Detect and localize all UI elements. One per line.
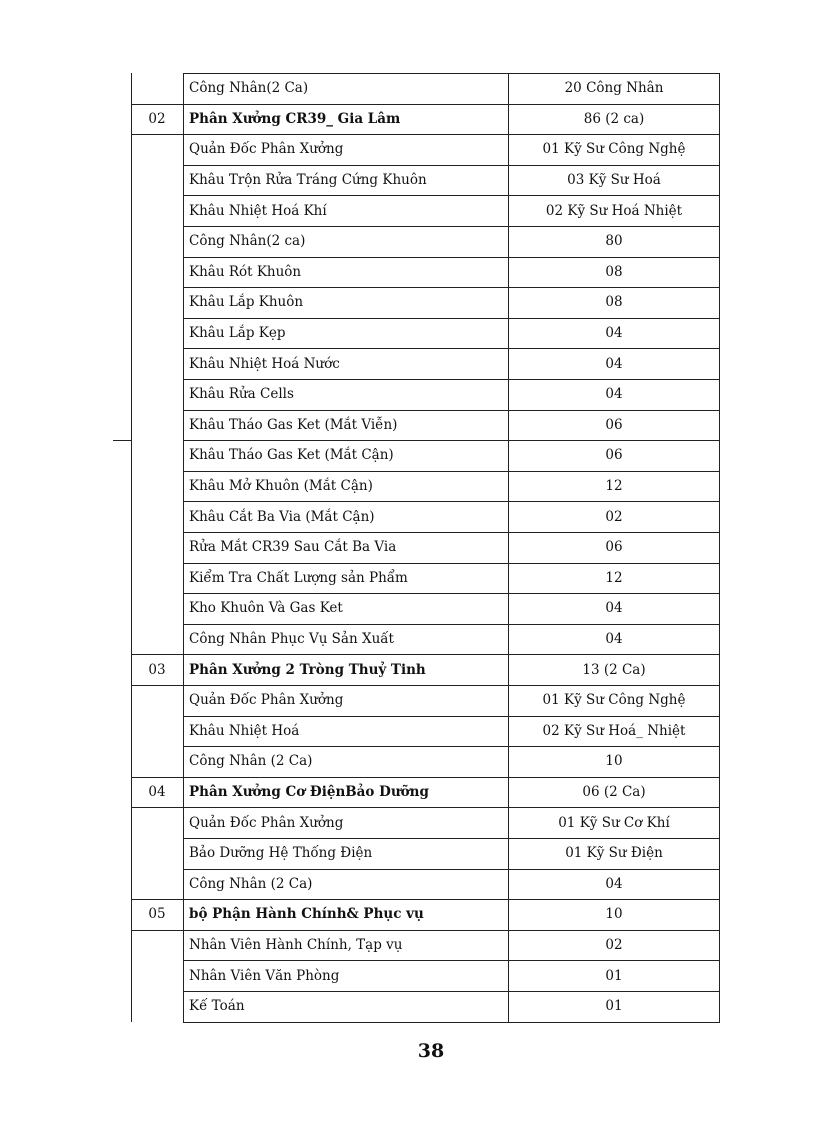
- row-value: 02: [605, 508, 623, 525]
- row-number: [131, 869, 183, 900]
- row-value: 10: [605, 753, 623, 770]
- table-row: [131, 532, 720, 563]
- row-label: Khâu Lắp Khuôn: [189, 294, 304, 311]
- row-label: Quản Đốc Phân Xưởng: [189, 692, 344, 709]
- row-number: [131, 991, 183, 1022]
- row-number: [131, 960, 183, 991]
- row-value: 86 (2 ca): [583, 110, 645, 127]
- row-label: Rửa Mắt CR39 Sau Cắt Ba Via: [189, 539, 397, 556]
- row-value: 02 Kỹ Sư Hoá Nhiệt: [545, 202, 683, 219]
- row-value: 06: [605, 539, 623, 556]
- table-row: [131, 716, 720, 747]
- row-value: 13 (2 Ca): [582, 661, 646, 678]
- row-number: [131, 624, 183, 655]
- row-value: 02: [605, 937, 623, 954]
- row-value: 04: [605, 325, 623, 342]
- row-label: Phân Xưởng CR39_ Gia Lâm: [189, 110, 401, 127]
- row-number: [131, 746, 183, 777]
- row-number: [131, 226, 183, 257]
- row-value: 01: [605, 998, 623, 1015]
- row-label: Khâu Cắt Ba Via (Mắt Cận): [189, 508, 375, 525]
- row-label: Khâu Tháo Gas Ket (Mắt Viễn): [189, 416, 398, 433]
- table-row: [131, 257, 720, 288]
- table-row: [131, 471, 720, 502]
- row-number: 02: [148, 110, 166, 127]
- table-row: [131, 410, 720, 441]
- row-number: [131, 440, 183, 471]
- row-label: Kiểm Tra Chất Lượng sản Phẩm: [189, 569, 408, 586]
- table-row: [131, 440, 720, 471]
- table-row: [131, 624, 720, 655]
- table-row: [131, 960, 720, 991]
- row-number: 03: [148, 661, 166, 678]
- row-number: [131, 593, 183, 624]
- row-label: Nhân Viên Hành Chính, Tạp vụ: [189, 937, 403, 954]
- row-number: [131, 318, 183, 349]
- row-label: Công Nhân Phục Vụ Sản Xuất: [189, 631, 394, 648]
- row-value: 01: [605, 967, 623, 984]
- row-number: [131, 685, 183, 716]
- row-number: [131, 73, 183, 104]
- row-number: 04: [148, 784, 166, 801]
- row-value: 08: [605, 263, 623, 280]
- table-row: [131, 777, 720, 808]
- row-value: 08: [605, 294, 623, 311]
- row-value: 06 (2 Ca): [582, 784, 646, 801]
- row-value: 01 Kỹ Sư Công Nghệ: [542, 692, 686, 709]
- table-row: [131, 226, 720, 257]
- row-label: Bảo Dưỡng Hệ Thống Điện: [189, 845, 373, 862]
- table-row: [131, 593, 720, 624]
- table-row: [131, 685, 720, 716]
- row-number: [131, 532, 183, 563]
- page-number: 38: [417, 1040, 445, 1062]
- row-number: [131, 807, 183, 838]
- row-label: Phân Xưởng 2 Tròng Thuỷ Tinh: [189, 661, 426, 678]
- row-label: Công Nhân(2 Ca): [189, 80, 309, 97]
- row-number: 05: [148, 906, 166, 923]
- table-row: [131, 899, 720, 930]
- table-row: [131, 134, 720, 165]
- row-label: Công Nhân(2 ca): [189, 233, 306, 250]
- row-value: 01 Kỹ Sư Công Nghệ: [542, 141, 686, 158]
- row-label: Nhân Viên Văn Phòng: [189, 967, 340, 984]
- table-row: [131, 838, 720, 869]
- row-label: Quản Đốc Phân Xưởng: [189, 141, 344, 158]
- table-row: [131, 869, 720, 900]
- table-row: [131, 104, 720, 135]
- row-value: 01 Kỹ Sư Điện: [565, 845, 663, 862]
- row-label: Công Nhân (2 Ca): [189, 753, 313, 770]
- row-number: [131, 165, 183, 196]
- page-break-line: [113, 440, 131, 441]
- table-row: [131, 348, 720, 379]
- table-row: [131, 746, 720, 777]
- row-label: Công Nhân (2 Ca): [189, 875, 313, 892]
- row-value: 12: [605, 478, 623, 495]
- row-number: [131, 195, 183, 226]
- row-label: Khâu Lắp Kẹp: [189, 325, 286, 342]
- table-row: [131, 195, 720, 226]
- row-label: Phân Xưởng Cơ ĐiệnBảo Dưỡng: [189, 784, 429, 801]
- table-row: [131, 654, 720, 685]
- row-value: 06: [605, 416, 623, 433]
- row-value: 04: [605, 355, 623, 372]
- row-label: Kho Khuôn Và Gas Ket: [189, 600, 343, 617]
- row-label: Khâu Rửa Cells: [189, 386, 294, 403]
- table-row: [131, 73, 720, 104]
- row-label: Quản Đốc Phân Xưởng: [189, 814, 344, 831]
- row-border: [183, 1022, 720, 1023]
- row-value: 04: [605, 631, 623, 648]
- row-value: 04: [605, 600, 623, 617]
- row-label: bộ Phận Hành Chính& Phục vụ: [189, 906, 424, 923]
- row-value: 06: [605, 447, 623, 464]
- row-label: Khâu Rót Khuôn: [189, 263, 302, 280]
- row-label: Khâu Trộn Rửa Tráng Cứng Khuôn: [189, 172, 427, 189]
- row-number: [131, 838, 183, 869]
- row-number: [131, 930, 183, 961]
- row-label: Khâu Mở Khuôn (Mắt Cận): [189, 478, 373, 495]
- row-number: [131, 410, 183, 441]
- table-row: [131, 165, 720, 196]
- row-value: 04: [605, 386, 623, 403]
- table-row: [131, 930, 720, 961]
- row-number: [131, 257, 183, 288]
- row-number: [131, 287, 183, 318]
- row-value: 04: [605, 875, 623, 892]
- table-row: [131, 991, 720, 1022]
- table-row: [131, 807, 720, 838]
- row-value: 10: [605, 906, 623, 923]
- row-number: [131, 501, 183, 532]
- row-value: 02 Kỹ Sư Hoá_ Nhiệt: [542, 722, 686, 739]
- row-value: 03 Kỹ Sư Hoá: [567, 172, 661, 189]
- row-value: 01 Kỹ Sư Cơ Khí: [558, 814, 670, 831]
- row-number: [131, 348, 183, 379]
- row-value: 20 Công Nhân: [564, 80, 664, 97]
- row-label: Kế Toán: [189, 998, 245, 1015]
- row-number: [131, 134, 183, 165]
- table-row: [131, 318, 720, 349]
- row-label: Khâu Nhiệt Hoá Khí: [189, 202, 327, 219]
- row-label: Khâu Nhiệt Hoá Nước: [189, 355, 340, 372]
- row-value: 12: [605, 569, 623, 586]
- row-label: Khâu Tháo Gas Ket (Mắt Cận): [189, 447, 394, 464]
- row-number: [131, 379, 183, 410]
- row-label: Khâu Nhiệt Hoá: [189, 722, 300, 739]
- table-row: [131, 379, 720, 410]
- row-value: 80: [605, 233, 623, 250]
- table-row: [131, 501, 720, 532]
- table-row: [131, 563, 720, 594]
- row-number: [131, 563, 183, 594]
- table-row: [131, 287, 720, 318]
- row-number: [131, 471, 183, 502]
- row-number: [131, 716, 183, 747]
